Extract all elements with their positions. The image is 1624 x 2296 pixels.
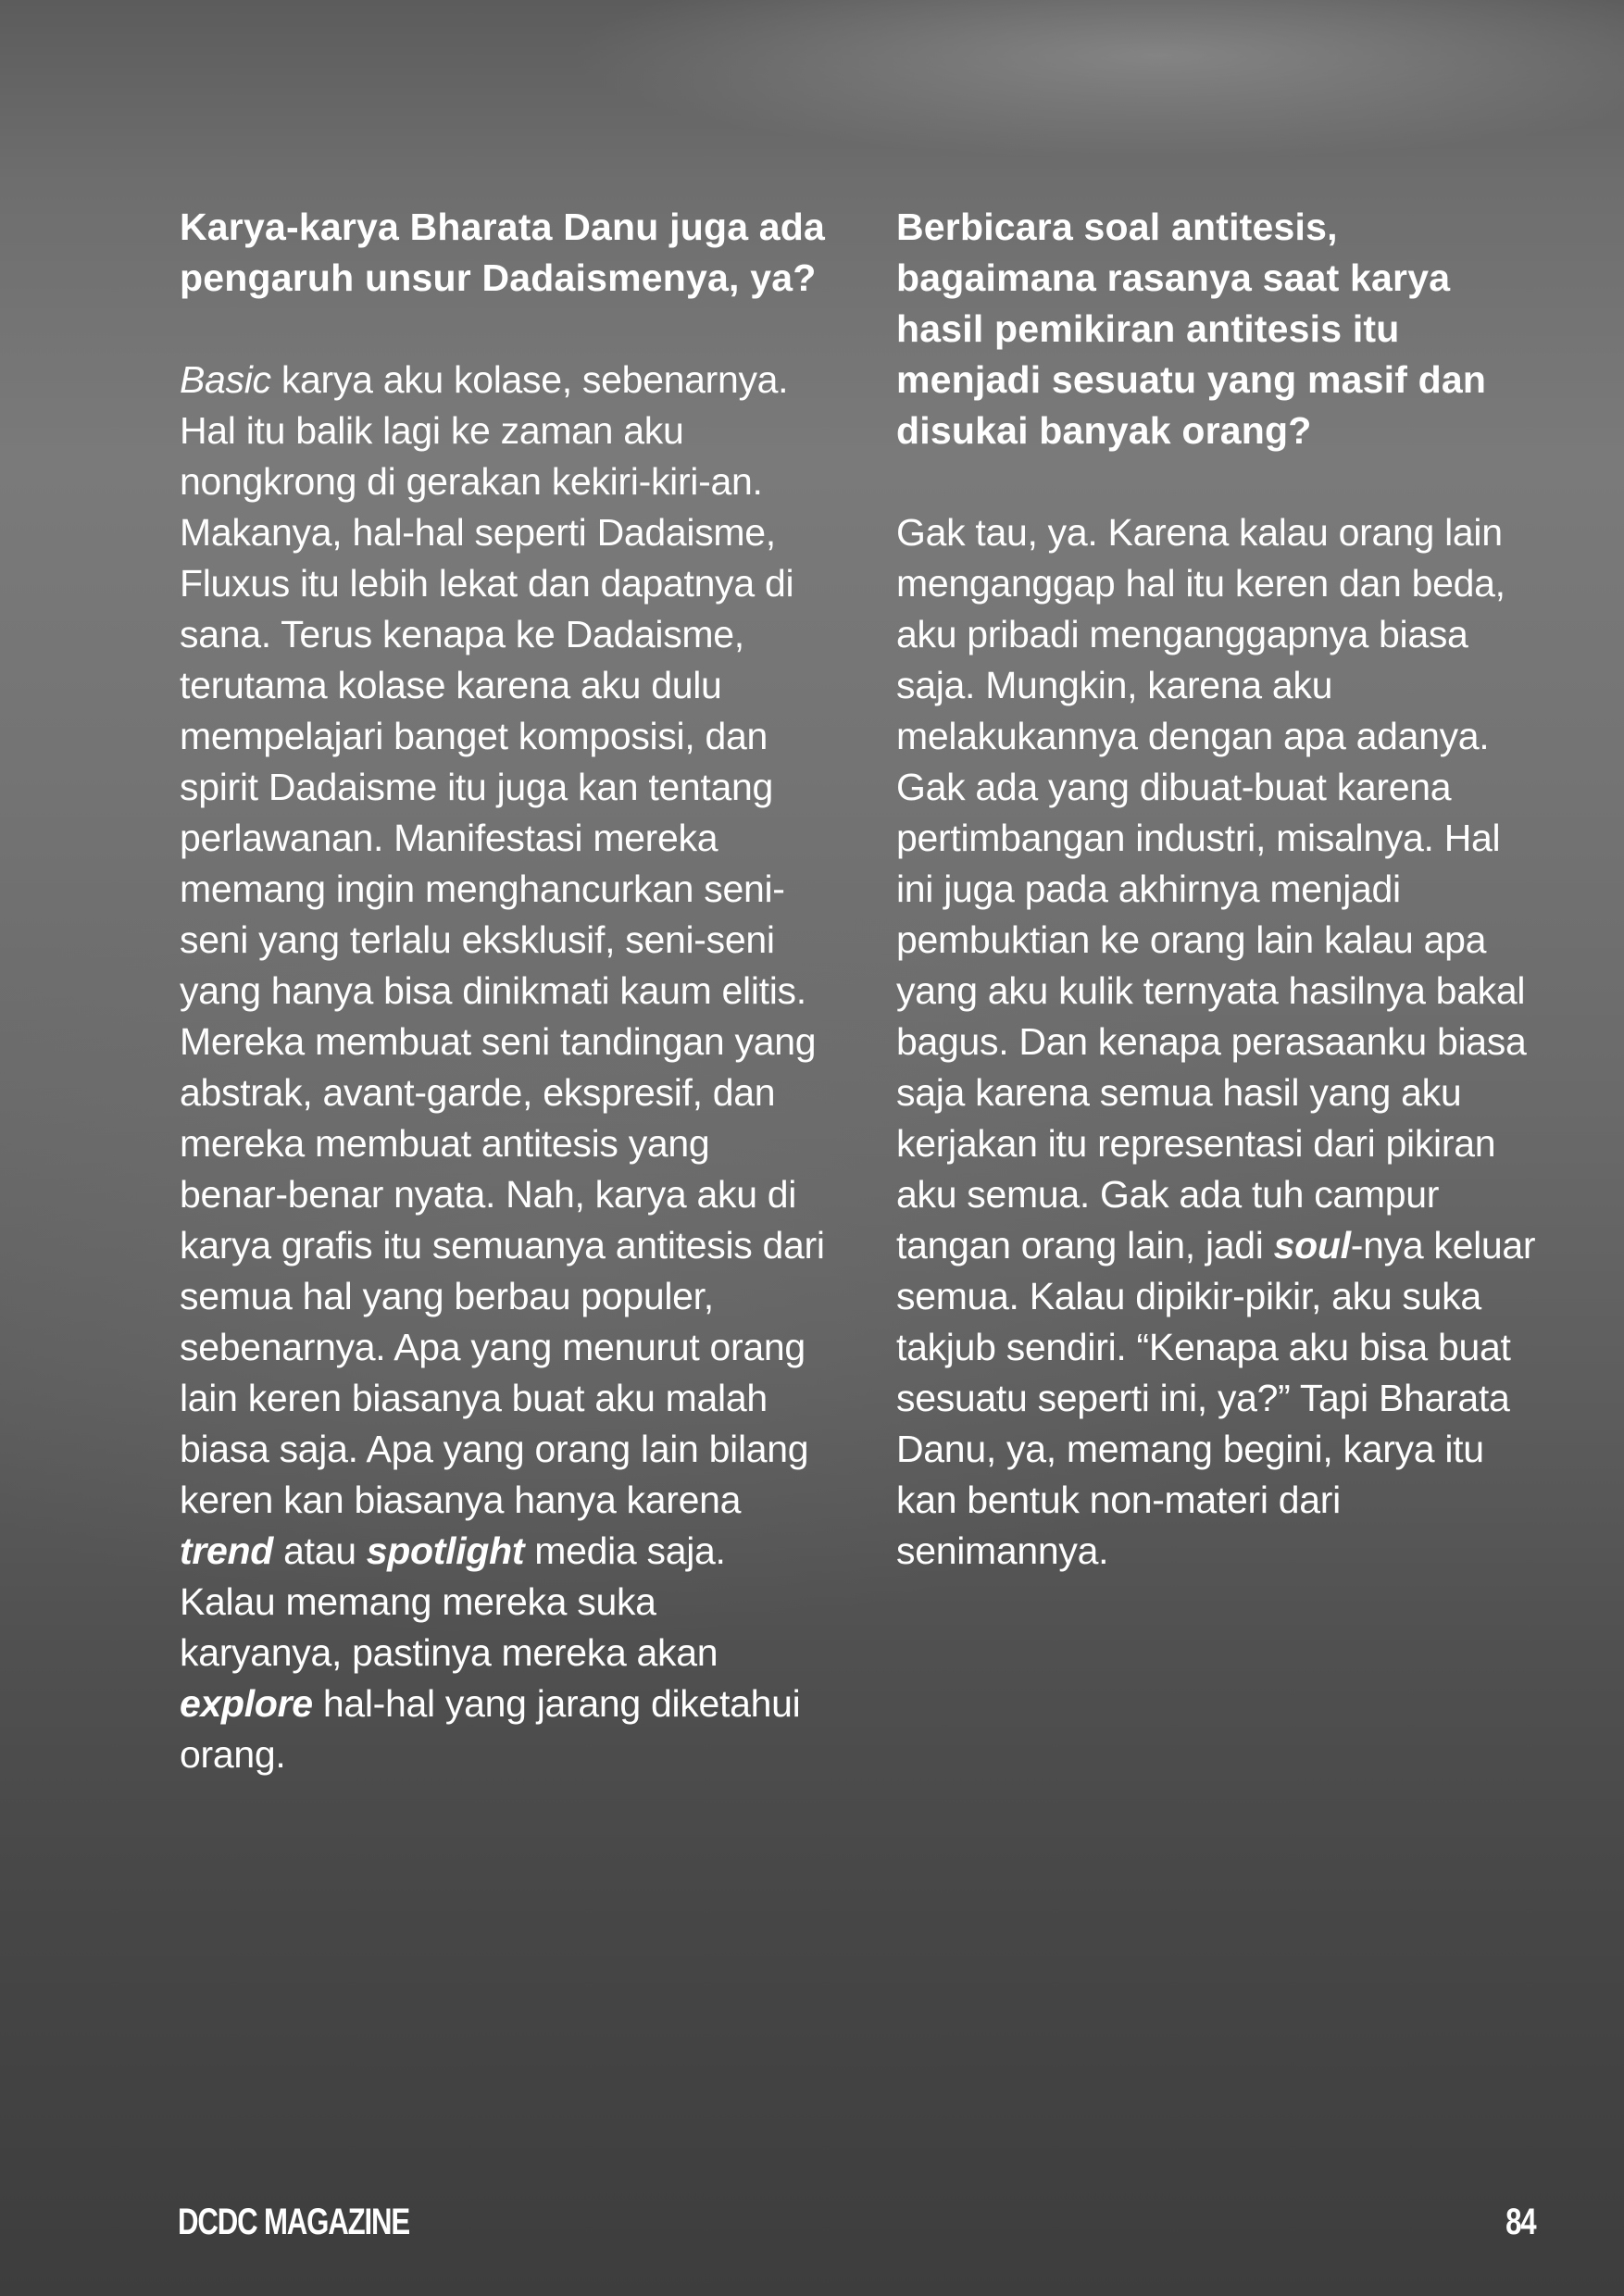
answer-text: karya aku kolase, sebenarnya. Hal itu balik lagi ke zaman aku nongkrong di gerakan kekiri-kiri-an. Makanya, hal-hal seperti Dadaisme, Fluxus itu lebih lekat dan dapatnya di sana. Terus kenapa ke Dadaisme, terutama kolase karena aku dulu mempelajari banget komposisi, dan spirit Dadaisme itu juga kan tentang perlawanan. Manifestasi mereka memang ingin menghancurkan seni-seni yang terlalu eksklusif, seni-seni yang hanya bisa dinikmati kaum elitis. Mereka membuat seni tandingan yang abstrak, avant-garde, ekspresif, dan mereka membuat antitesis yang benar-benar nyata. Nah, karya aku di karya grafis itu semuanya antitesis dari semua hal yang berbau populer, sebenarnya. Apa yang menurut orang lain keren biasanya buat aku malah biasa saja. Apa yang orang lain bilang keren kan biasanya hanya karena xyxy=(180,358,825,1521)
publication-name: DCDC MAGAZINE xyxy=(178,2202,409,2242)
answer-text: hal-hal yang jarang diketahui orang. xyxy=(180,1682,801,1776)
answer-text: -nya keluar semua. Kalau dipikir-pikir, aku suka takjub sendiri. “Kenapa aku bisa buat sesuatu seperti ini, ya?” Tapi Bharata Danu, ya, memang begini, karya itu kan bentuk non-materi dari senimannya. xyxy=(896,1224,1536,1572)
interview-answer xyxy=(180,355,828,1780)
interview-question: Berbicara soal antitesis, bagaimana rasanya saat karya hasil pemikiran antitesis itu menjadi sesuatu yang masif dan disukai banyak orang? xyxy=(896,206,1487,452)
emphasis-soul: soul xyxy=(1273,1224,1351,1267)
answer-text: Gak tau, ya. Karena kalau orang lain menganggap hal itu keren dan beda, aku pribadi menganggapnya biasa saja. Mungkin, karena aku melakukannya dengan apa adanya. Gak ada yang dibuat-buat karena pertimbangan industri, misalnya. Hal ini juga pada akhirnya menjadi pembuktian ke orang lain kalau apa yang aku kulik ternyata hasilnya bakal bagus. Dan kenapa perasaanku biasa saja karena semua hasil yang aku kerjakan itu representasi dari pikiran aku semua. Gak ada tuh campur tangan orang lain, jadi xyxy=(896,511,1527,1267)
right-column xyxy=(896,202,1544,1577)
left-column xyxy=(180,202,828,1780)
emphasis-trend: trend xyxy=(180,1529,274,1572)
emphasis-spotlight: spotlight xyxy=(366,1529,525,1572)
page-number: 84 xyxy=(1505,2202,1535,2242)
answer-text: media saja. Kalau memang mereka suka karyanya, pastinya mereka akan xyxy=(180,1529,726,1674)
answer-text: atau xyxy=(273,1529,367,1572)
emphasis-explore: explore xyxy=(180,1682,313,1725)
interview-answer xyxy=(896,507,1544,1577)
interview-question: Karya-karya Bharata Danu juga ada pengaruh unsur Dadaismenya, ya? xyxy=(180,206,826,299)
emphasis-basic: Basic xyxy=(180,358,271,401)
